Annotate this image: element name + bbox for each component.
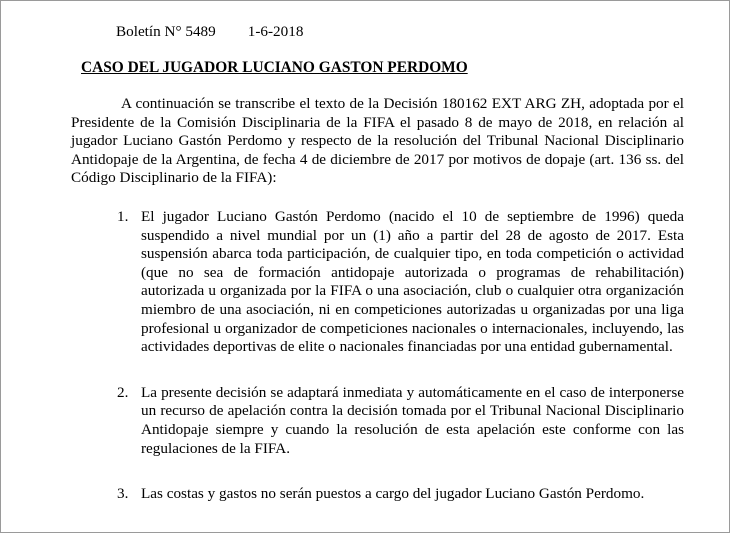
case-title: CASO DEL JUGADOR LUCIANO GASTON PERDOMO xyxy=(81,59,468,76)
bulletin-header xyxy=(116,23,303,42)
list-item xyxy=(71,384,684,458)
list-item-text: La presente decisión se adaptará inmediata y automáticamente en el caso de interponerse un recurso de apelación contra la decisión tomada por el Tribunal Nacional Disciplinario Antidopaje siempre y cuando la resolución de esta apelación este conforme con las regulaciones de la FIFA. xyxy=(141,383,684,457)
list-item-number: 2. xyxy=(117,383,129,401)
decision-list xyxy=(71,208,684,504)
list-item-text: El jugador Luciano Gastón Perdomo (nacido el 10 de septiembre de 1996) queda suspendido a nivel mundial por un (1) año a partir del 28 de agosto de 2017. Esta suspensión abarca toda participación, de cualquier tipo, en toda competición o actividad (que no sea de formación antidopaje autorizada o programas de rehabilitación) autorizada u organizada por la FIFA o una asociación, club o cualquier otra organización miembro de una asociación, ni en competiciones autorizadas u organizadas por una liga profesional u organizador de competiciones nacionales o internacionales, incluyendo, las actividades deportivas de elite o nacionales financiadas por una entidad gubernamental. xyxy=(141,208,684,356)
list-item-number: 1. xyxy=(117,208,129,225)
list-item xyxy=(71,485,684,504)
list-item xyxy=(71,208,684,357)
list-item-number: 3. xyxy=(117,485,129,503)
intro-paragraph: A continuación se transcribe el texto de la Decisión 180162 EXT ARG ZH, adoptada por el Presidente de la Comisión Disciplinaria de la FIFA el pasado 8 de mayo de 2018, en relación al jugador Luciano Gastón Perdomo y respecto de la resolución del Tribunal Nacional Disciplinario Antidopaje de la Argentina, de fecha 4 de diciembre de 2017 por motivos de dopaje (art. 136 ss. del Código Disciplinario de la FIFA): xyxy=(71,95,684,187)
bulletin-number: Boletín N° 5489 xyxy=(116,23,216,40)
list-item-text: Las costas y gastos no serán puestos a cargo del jugador Luciano Gastón Perdomo. xyxy=(141,485,645,503)
bulletin-date: 1-6-2018 xyxy=(247,23,304,40)
